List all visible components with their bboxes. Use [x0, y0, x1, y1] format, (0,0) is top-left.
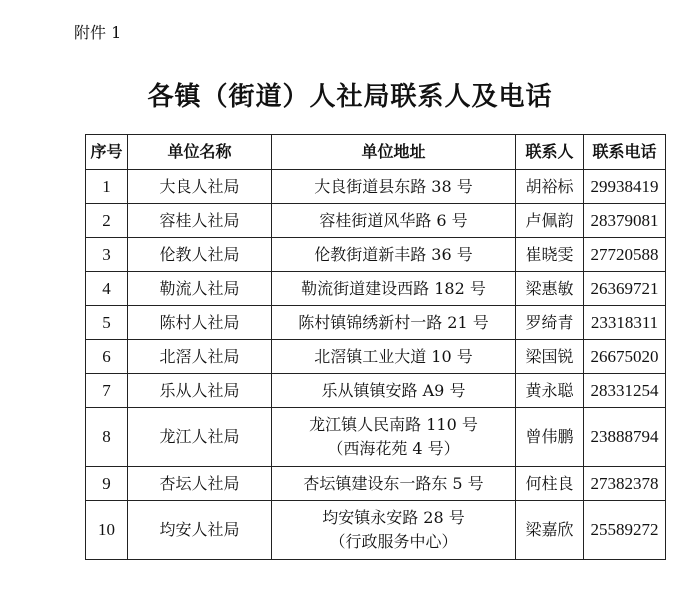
cell-contact-person: 黄永聪 — [516, 374, 584, 408]
cell-contact-person: 梁国锐 — [516, 340, 584, 374]
cell-unit-name: 均安人社局 — [128, 501, 272, 560]
attachment-label: 附件 1 — [74, 23, 122, 42]
cell-index: 8 — [86, 408, 128, 467]
contacts-table — [85, 134, 666, 560]
cell-contact-phone: 28379081 — [584, 204, 666, 238]
cell-index: 9 — [86, 467, 128, 501]
cell-unit-name: 容桂人社局 — [128, 204, 272, 238]
cell-contact-person: 罗绮青 — [516, 306, 584, 340]
cell-unit-name: 陈村人社局 — [128, 306, 272, 340]
address-line: 大良街道县东路 38 号 — [314, 176, 473, 196]
cell-unit-name: 杏坛人社局 — [128, 467, 272, 501]
cell-index: 2 — [86, 204, 128, 238]
cell-unit-address — [272, 170, 516, 204]
cell-contact-phone: 23318311 — [584, 306, 666, 340]
cell-contact-phone: 29938419 — [584, 170, 666, 204]
cell-contact-phone: 26675020 — [584, 340, 666, 374]
cell-unit-address — [272, 374, 516, 408]
cell-index: 7 — [86, 374, 128, 408]
cell-unit-name: 大良人社局 — [128, 170, 272, 204]
cell-unit-address — [272, 306, 516, 340]
cell-unit-name: 伦教人社局 — [128, 238, 272, 272]
cell-index: 10 — [86, 501, 128, 560]
address-line: （行政服务中心） — [329, 532, 458, 551]
table-row — [86, 170, 666, 204]
header-contact-phone: 联系电话 — [584, 135, 666, 170]
cell-contact-person: 崔晓雯 — [516, 238, 584, 272]
cell-index: 3 — [86, 238, 128, 272]
table-row — [86, 306, 666, 340]
cell-index: 1 — [86, 170, 128, 204]
cell-contact-phone: 27720588 — [584, 238, 666, 272]
cell-contact-person: 胡裕标 — [516, 170, 584, 204]
cell-contact-person: 梁惠敏 — [516, 272, 584, 306]
cell-contact-person: 卢佩韵 — [516, 204, 584, 238]
cell-unit-name: 北滘人社局 — [128, 340, 272, 374]
cell-contact-phone: 28331254 — [584, 374, 666, 408]
address-line: 陈村镇锦绣新村一路 21 号 — [298, 312, 489, 332]
table-row — [86, 272, 666, 306]
cell-unit-name: 乐从人社局 — [128, 374, 272, 408]
cell-index: 6 — [86, 340, 128, 374]
table-row — [86, 467, 666, 501]
address-line: 北滘镇工业大道 10 号 — [314, 346, 473, 366]
cell-unit-address — [272, 238, 516, 272]
cell-contact-phone: 26369721 — [584, 272, 666, 306]
cell-contact-person: 何柱良 — [516, 467, 584, 501]
table-row — [86, 204, 666, 238]
cell-unit-name: 龙江人社局 — [128, 408, 272, 467]
document-title: 各镇（街道）人社局联系人及电话 — [147, 82, 553, 112]
header-unit-name: 单位名称 — [128, 135, 272, 170]
table-body — [86, 170, 666, 560]
address-line: 龙江镇人民南路 110 号 — [309, 415, 478, 434]
cell-contact-person: 曾伟鹏 — [516, 408, 584, 467]
cell-index: 4 — [86, 272, 128, 306]
cell-unit-address — [272, 467, 516, 501]
cell-contact-phone: 27382378 — [584, 467, 666, 501]
cell-unit-name: 勒流人社局 — [128, 272, 272, 306]
address-line: 勒流街道建设西路 182 号 — [301, 278, 486, 298]
cell-index: 5 — [86, 306, 128, 340]
header-contact-person: 联系人 — [516, 135, 584, 170]
table-row — [86, 238, 666, 272]
table-row — [86, 374, 666, 408]
address-line: 乐从镇镇安路 A9 号 — [321, 380, 466, 400]
header-unit-address: 单位地址 — [272, 135, 516, 170]
table-row — [86, 408, 666, 467]
cell-unit-address — [272, 501, 516, 560]
cell-contact-phone: 23888794 — [584, 408, 666, 467]
cell-unit-address — [272, 272, 516, 306]
address-line: 容桂街道风华路 6 号 — [319, 210, 468, 230]
cell-unit-address — [272, 408, 516, 467]
address-line: 杏坛镇建设东一路东 5 号 — [303, 473, 484, 493]
cell-unit-address — [272, 204, 516, 238]
table-row — [86, 501, 666, 560]
address-line: （西海花苑 4 号） — [327, 439, 460, 458]
address-line: 伦教街道新丰路 36 号 — [314, 244, 473, 264]
table-header-row — [86, 135, 666, 170]
address-line: 均安镇永安路 28 号 — [322, 508, 465, 527]
table-row — [86, 340, 666, 374]
cell-contact-person: 梁嘉欣 — [516, 501, 584, 560]
cell-contact-phone: 25589272 — [584, 501, 666, 560]
header-index: 序号 — [86, 135, 128, 170]
cell-unit-address — [272, 340, 516, 374]
